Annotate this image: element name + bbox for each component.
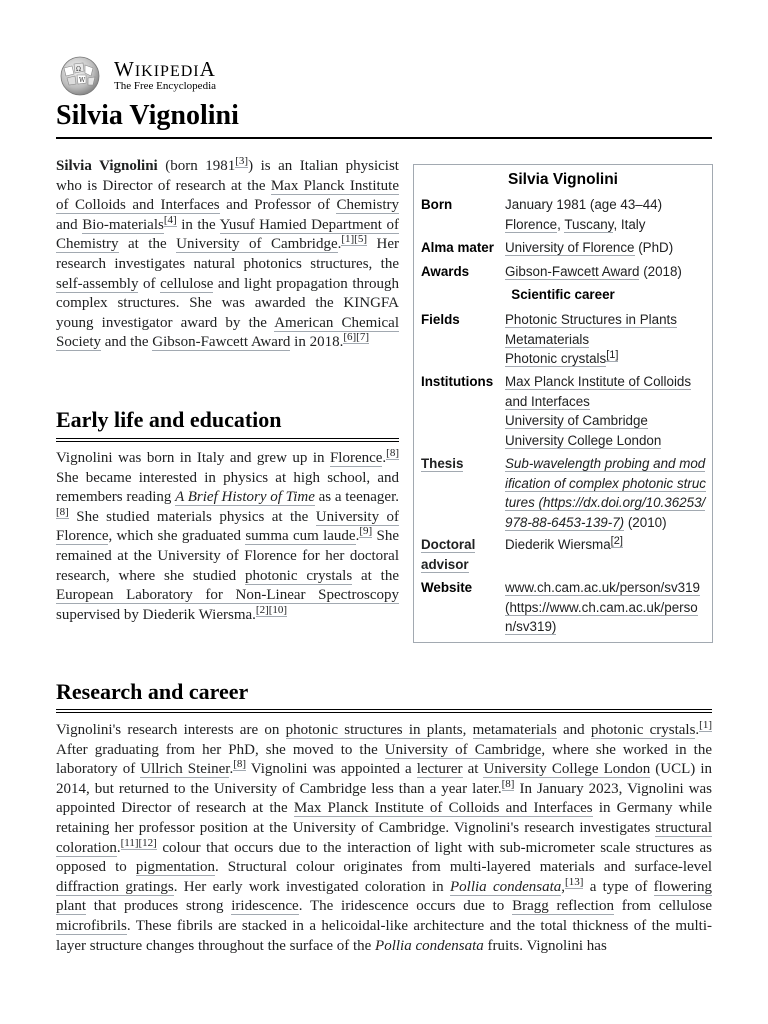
link-institution[interactable]: Max Planck Institute of Colloids and Interfaces (505, 374, 692, 409)
link-max-planck-institute[interactable]: Max Planck Institute of Colloids and Interfaces (293, 800, 593, 817)
link-microfibrils[interactable]: microfibrils (56, 917, 127, 934)
tagline: The Free Encyclopedia (114, 80, 217, 92)
link-ullrich-steiner[interactable]: Ullrich Steiner (140, 761, 230, 778)
link-self-assembly[interactable]: self-assembly (56, 275, 139, 292)
infobox-value-thesis: Sub-wavelength probing and modification of complex photonic structures (https://dx.doi.org/10.36253/978-88-6453-139-7) (2010) (505, 456, 706, 530)
infobox-title: Silvia Vignolini (508, 171, 618, 188)
ref-link[interactable]: [1] (699, 719, 712, 731)
svg-text:Ω: Ω (76, 66, 81, 73)
subject-name: Silvia Vignolini (56, 158, 158, 174)
infobox-label-fields: Fields (421, 312, 460, 327)
link-iridescence[interactable]: iridescence (231, 898, 299, 915)
infobox-value-fields (505, 310, 707, 369)
link-summa-cum-laude[interactable]: summa cum laude (245, 528, 356, 545)
link-university-of-florence[interactable]: University of Florence (505, 240, 635, 255)
infobox-label-website: Website (421, 580, 473, 595)
link-florence[interactable]: Florence (329, 450, 383, 466)
infobox-label-alma-mater: Alma mater (421, 240, 494, 255)
link-photonic-structures-in-plants[interactable]: photonic structures in plants (285, 722, 463, 738)
infobox-label-thesis (421, 454, 463, 474)
link-cellulose[interactable]: cellulose (160, 275, 214, 292)
link-institution[interactable]: University College London (505, 432, 662, 448)
link-max-planck-institute[interactable]: Max Planck Institute of Colloids and Interfaces (56, 177, 399, 214)
link-bio-materials[interactable]: Bio-materials (82, 216, 164, 233)
link-lecturer[interactable]: lecturer (416, 761, 463, 778)
section-divider (56, 438, 399, 439)
link-gibson-fawcett-award[interactable]: Gibson-Fawcett Award (505, 264, 640, 279)
section-heading-research-career: Research and career (56, 679, 249, 704)
link-university-college-london[interactable]: University College London (483, 761, 651, 778)
ref-link[interactable]: [1] (606, 348, 619, 361)
ref-link[interactable]: [9] (359, 525, 373, 538)
infobox-value-awards: Gibson-Fawcett Award (2018) (505, 264, 682, 279)
infobox-label-doctoral-advisor (421, 535, 501, 574)
link-thesis[interactable]: Thesis (421, 456, 464, 471)
ref-link[interactable]: [6][7] (343, 331, 369, 344)
link-field[interactable]: Photonic crystals (505, 351, 607, 366)
ref-link[interactable]: [8] (386, 447, 399, 459)
link-yusuf-hamied-department[interactable]: Yusuf Hamied Department of Chemistry (56, 216, 399, 253)
link-american-chemical-society[interactable]: American Chemical Society (56, 314, 399, 351)
infobox-value-website (505, 578, 707, 637)
link-pigmentation[interactable]: pigmentation (135, 859, 215, 876)
ref-link[interactable]: [3] (235, 155, 249, 167)
infobox-label-institutions: Institutions (421, 374, 494, 389)
ref-link[interactable]: [1][5] (341, 233, 368, 246)
ref-link[interactable]: [8] (56, 505, 69, 518)
section-divider (56, 441, 399, 442)
section-heading-early-life: Early life and education (56, 407, 282, 432)
link-european-laboratory-nonlinear-spectroscopy[interactable]: European Laboratory for Non-Linear Spectroscopy (56, 587, 399, 604)
link-flowering-plant[interactable]: flowering plant (56, 878, 712, 915)
site-header (56, 54, 356, 94)
ref-link[interactable]: [8] (501, 777, 515, 790)
link-website[interactable]: www.ch.cam.ac.uk/person/sv319 (https://www.ch.cam.ac.uk/person/sv319) (505, 580, 700, 634)
link-florence[interactable]: Florence (505, 216, 558, 232)
link-metamaterials[interactable]: metamaterials (472, 722, 557, 738)
ref-link[interactable]: [13] (565, 875, 584, 888)
infobox-value-born: January 1981 (age 43–44) Florence, Tuscany, Italy (505, 197, 663, 232)
link-photonic-crystals[interactable]: photonic crystals (245, 567, 353, 584)
infobox-label-born: Born (421, 197, 453, 212)
lead-paragraph: Silvia Vignolini (born 1981[3]) is an Italian physicist who is Director of research at the Max Planck Institute of Colloids and Interfaces and Professor of Chemistry and Bio-materials[4] in the Yusuf Hamied Department of Chemistry at the University of Cambridge.[1][5] Her research investigates natural photonics structures, the self-assembly of cellulose and light propagation through complex structures. She was awarded the KINGFA young investigator award by the American Chemical Society and the Gibson-Fawcett Award in 2018.[6][7] (56, 155, 400, 351)
infobox (413, 164, 713, 643)
link-a-brief-history-of-time[interactable]: A Brief History of Time (175, 489, 315, 506)
link-thesis-title[interactable]: Sub-wavelength probing and modification of complex photonic structures (https://dx.doi.org/10.36253/978-88-6453-139-7) (505, 456, 706, 530)
link-gibson-fawcett-award[interactable]: Gibson-Fawcett Award (152, 334, 291, 351)
link-university-of-cambridge[interactable]: University of Cambridge (384, 741, 542, 758)
link-university-of-florence[interactable]: University of Florence (56, 508, 399, 545)
title-divider (56, 137, 712, 139)
link-tuscany[interactable]: Tuscany (564, 216, 614, 232)
section-divider (56, 712, 712, 713)
ref-link[interactable]: [4] (163, 213, 177, 226)
link-photonic-crystals[interactable]: photonic crystals (590, 722, 696, 738)
link-pollia-condensata[interactable]: Pollia condensata (449, 878, 562, 895)
link-field[interactable]: Metamaterials (505, 331, 590, 347)
research-paragraph: Vignolini's research interests are on photonic structures in plants, metamaterials and photonic crystals.[1] After graduating from her PhD, she moved to the University of Cambridge, where she worked in the laboratory of Ullrich Steiner.[8] Vignolini was appointed a lecturer at University College London (UCL) in 2014, but returned to the University of Cambridge less than a year later.[8] In January 2023, Vignolini was appointed Director of research at the Max Planck Institute of Colloids and Interfaces in Germany while retaining her professor position at the University of Cambridge. Vignolini's research investigates structural coloration.[11][12] colour that occurs due to the interaction of light with sub-micrometer scale structures as opposed to pigmentation. Structural colour originates from multi-layered materials and surface-level diffraction gratings. Her early work investigated coloration in Pollia condensata,[13] a type of flowering plant that produces strong iridescence. The iridescence occurs due to Bragg reflection from cellulose microfibrils. These fibrils are stacked in a helicoidal-like architecture and the total thickness of the multi-layer structure changes throughout the surface of the Pollia condensata fruits. Vignolini has (56, 719, 713, 954)
wikipedia-globe-logo[interactable] (56, 54, 104, 96)
ref-link[interactable]: [2] (610, 534, 623, 547)
section-divider (56, 709, 712, 710)
page-title: Silvia Vignolini (56, 100, 239, 131)
link-field[interactable]: Photonic Structures in Plants (505, 312, 677, 327)
wikipedia-wordmark[interactable]: WIKIPEDIA (114, 57, 216, 81)
infobox-value-institutions (505, 372, 707, 450)
infobox-value-alma-mater: University of Florence (PhD) (505, 240, 674, 255)
link-doctoral-advisor[interactable]: Doctoral advisor (421, 537, 476, 572)
ref-link[interactable]: [2][10] (255, 603, 288, 616)
link-bragg-reflection[interactable]: Bragg reflection (512, 898, 614, 915)
infobox-value-doctoral-advisor: Diederik Wiersma[2] (505, 534, 623, 552)
infobox-subheader-scientific-career: Scientific career (511, 287, 615, 302)
link-institution[interactable]: University of Cambridge (505, 413, 648, 428)
link-university-of-cambridge[interactable]: University of Cambridge (176, 236, 338, 253)
link-chemistry[interactable]: Chemistry (336, 197, 399, 214)
early-life-paragraph: Vignolini was born in Italy and grew up in Florence.[8] She became interested in physics at high school, and remembers reading A Brief History of Time as a teenager.[8] She studied materials physics at the University of Florence, which she graduated summa cum laude.[9] She remained at the University of Florence for her doctoral research, where she studied photonic crystals at the European Laboratory for Non-Linear Spectroscopy supervised by Diederik Wiersma.[2][10] (56, 447, 399, 623)
ref-link[interactable]: [8] (233, 758, 247, 771)
ref-link[interactable]: [11][12] (120, 836, 157, 849)
infobox-label-awards: Awards (421, 264, 470, 279)
link-structural-coloration[interactable]: structural coloration (56, 819, 712, 856)
link-diffraction-gratings[interactable]: diffraction gratings (56, 878, 174, 895)
svg-text:W: W (79, 77, 86, 84)
